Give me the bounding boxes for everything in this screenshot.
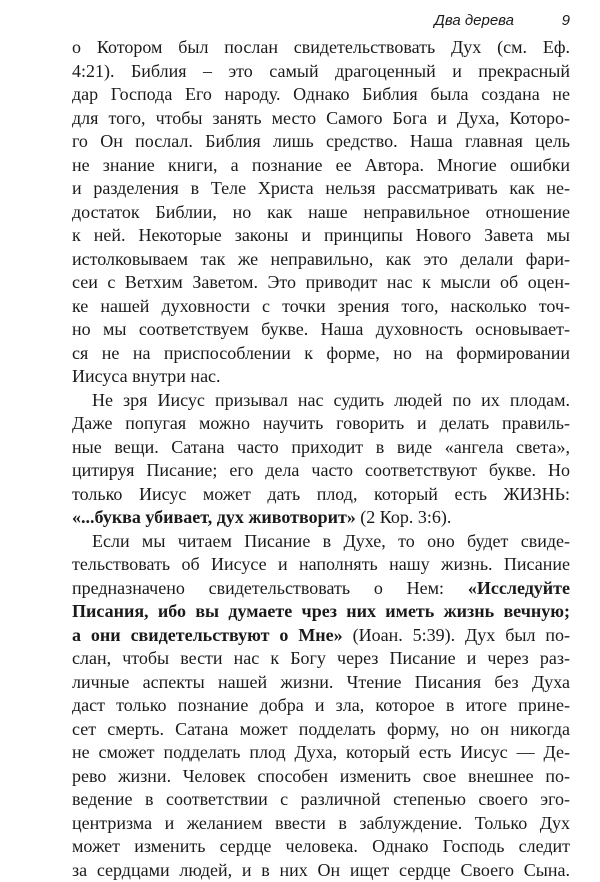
text-line: для того, чтобы занять место Самого Бога и Духа, Которо- xyxy=(72,107,570,131)
text-line: Если мы читаем Писание в Духе, то оно будет свиде- xyxy=(72,530,570,554)
body-text xyxy=(72,36,570,882)
text-line: только Иисус может дать плод, который есть ЖИЗНЬ: xyxy=(72,483,570,507)
text-line: сеи с Ветхим Заветом. Это приводит нас к мысли об оцен- xyxy=(72,271,570,295)
text-line: тельствовать об Иисусе и наполнять нашу жизнь. Писание xyxy=(72,553,570,577)
text-line: 4:21). Библия – это самый драгоценный и прекрасный xyxy=(72,60,570,84)
running-title: Два дерева xyxy=(434,12,514,29)
text-line: достаток Библии, но как наше неправильное отношение xyxy=(72,201,570,225)
text-line: слан, чтобы вести нас к Богу через Писание и через раз- xyxy=(72,647,570,671)
text-line: даст только познание добра и зла, которое в итоге прине- xyxy=(72,694,570,718)
text-line: не знание книги, а познание ее Автора. Многие ошибки xyxy=(72,154,570,178)
text-line: ведение в соответствии с различной степенью своего эго- xyxy=(72,788,570,812)
text-line: центризма и желанием ввести в заблуждение. Только Дух xyxy=(72,812,570,836)
text-line: и разделения в Теле Христа нельзя рассматривать как не- xyxy=(72,177,570,201)
page-number: 9 xyxy=(562,12,570,29)
text-line: к ней. Некоторые законы и принципы Нового Завета мы xyxy=(72,224,570,248)
scripture-quote: Писания, ибо вы думаете чрез них иметь жизнь вечную; xyxy=(72,600,570,624)
text-line: а они свидетельствуют о Мне» (Иоан. 5:39). Дух был по- xyxy=(72,624,570,648)
page-header xyxy=(72,12,570,32)
text-line: ся не на приспособлении к форме, но на формировании xyxy=(72,342,570,366)
text-line: предназначено свидетельствовать о Нем: «Исследуйте xyxy=(72,577,570,601)
text-line: сет смерть. Сатана может подделать форму, но он никогда xyxy=(72,718,570,742)
text-line: Даже попугая можно научить говорить и делать правиль- xyxy=(72,412,570,436)
text-line: Иисуса внутри нас. xyxy=(72,365,570,389)
text-line: ке нашей духовности с точки зрения того, насколько точ- xyxy=(72,295,570,319)
scripture-quote: «...буква убивает, дух животворит» xyxy=(72,507,356,527)
text-line: «...буква убивает, дух животворит» (2 Кор. 3:6). xyxy=(72,506,570,530)
text-line: ные вещи. Сатана часто приходит в виде «ангела света», xyxy=(72,436,570,460)
text-line: о Котором был послан свидетельствовать Дух (см. Еф. xyxy=(72,36,570,60)
scripture-quote: «Исследуйте xyxy=(468,578,570,598)
text-line: может изменить сердце человека. Однако Господь следит xyxy=(72,835,570,859)
text-line: дар Господа Его народу. Однако Библия была создана не xyxy=(72,83,570,107)
text-line: цитируя Писание; его дела часто соответствуют букве. Но xyxy=(72,459,570,483)
text-line: но мы соответствуем букве. Наша духовность основывает- xyxy=(72,318,570,342)
text-line: Не зря Иисус призывал нас судить людей по их плодам. xyxy=(72,389,570,413)
text-line: го Он послал. Библия лишь средство. Наша главная цель xyxy=(72,130,570,154)
text-line: личные аспекты нашей жизни. Чтение Писания без Духа xyxy=(72,671,570,695)
text-line: истолковываем так же неправильно, как это делали фари- xyxy=(72,248,570,272)
text-line: не сможет подделать плод Духа, который есть Иисус — Де- xyxy=(72,741,570,765)
scripture-quote: а они свидетельствуют о Мне» xyxy=(72,625,343,645)
text-line: рево жизни. Человек способен изменить свое внешнее по- xyxy=(72,765,570,789)
text-line: за сердцами людей, и в них Он ищет сердце Своего Сына. xyxy=(72,859,570,882)
